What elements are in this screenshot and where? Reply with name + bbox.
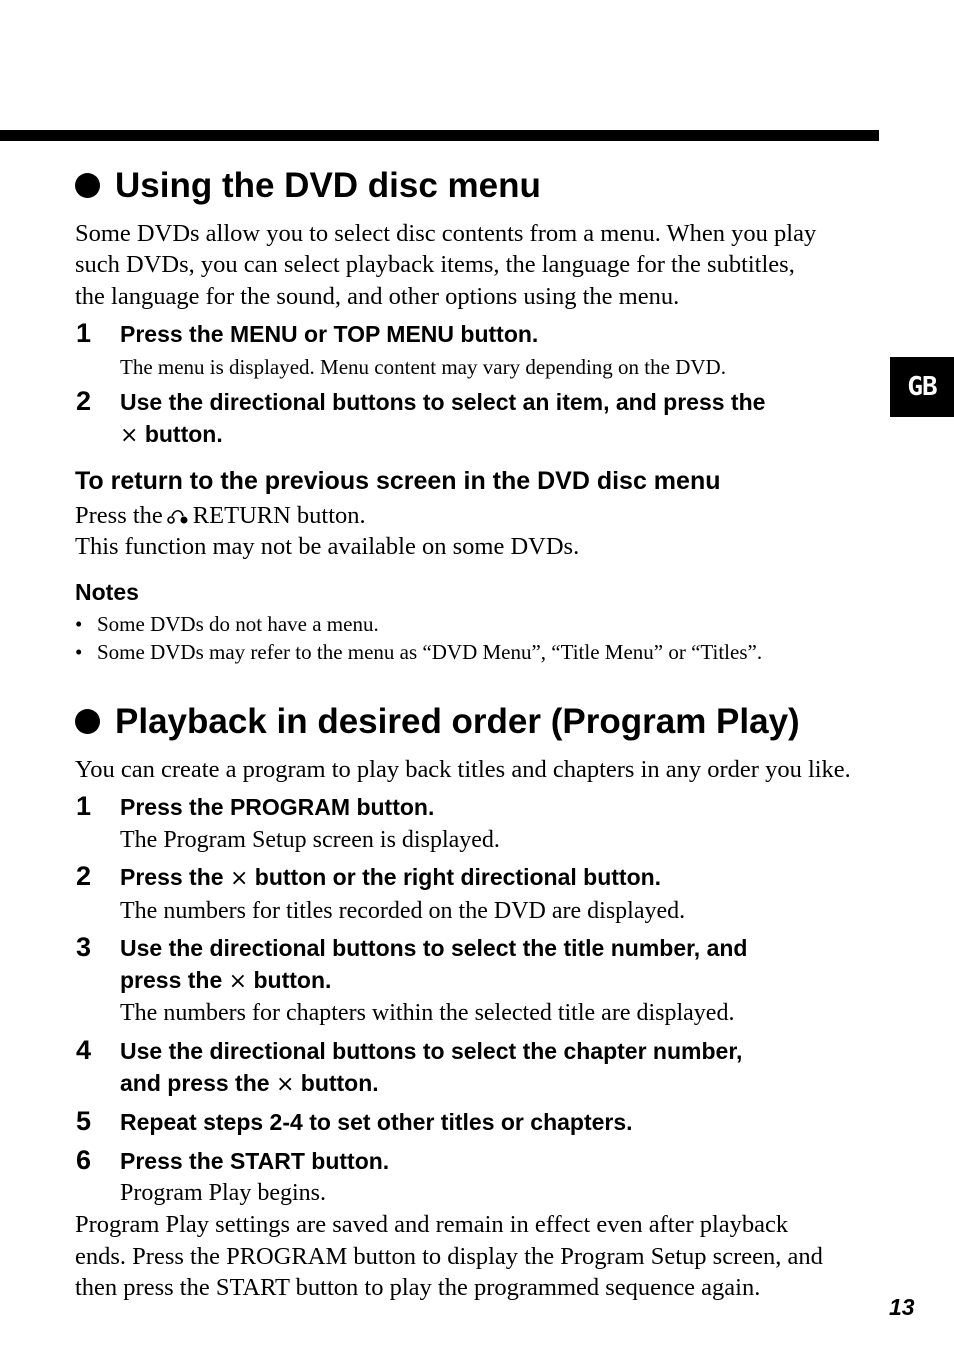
return-icon <box>167 508 189 526</box>
note-item: • Some DVDs may refer to the menu as “DVD Menu”, “Title Menu” or “Titles”. <box>75 640 763 664</box>
return-prefix: Press the <box>75 502 163 529</box>
return-instruction <box>75 500 366 532</box>
step-number: 2 <box>76 861 92 891</box>
section-title: Playback in desired order (Program Play) <box>115 702 800 741</box>
subheading-return: To return to the previous screen in the DVD disc menu <box>75 467 721 495</box>
step-title-text: and press the <box>120 1070 270 1096</box>
step-description: The Program Setup screen is displayed. <box>120 827 500 853</box>
step-number: 1 <box>76 791 92 821</box>
step-description: The menu is displayed. Menu content may vary depending on the DVD. <box>120 355 726 379</box>
note-text: Some DVDs may refer to the menu as “DVD Menu”, “Title Menu” or “Titles”. <box>97 640 763 664</box>
section-title: Using the DVD disc menu <box>115 166 541 205</box>
step-title: Use the directional buttons to select an item, and press the <box>120 389 766 415</box>
step-title-text: button. <box>144 421 223 447</box>
intro-line: You can create a program to play back titles and chapters in any order you like. <box>75 756 851 783</box>
step-number: 6 <box>76 1145 92 1175</box>
notes-heading: Notes <box>75 579 139 605</box>
intro-line: Some DVDs allow you to select disc contents from a menu. When you play <box>75 220 817 247</box>
return-suffix: RETURN button. <box>192 502 366 529</box>
step-title-text: press the <box>120 967 223 993</box>
step-title-line2 <box>120 419 223 452</box>
bullet-icon <box>75 709 100 734</box>
cross-icon: × <box>229 866 249 891</box>
step-description: The numbers for chapters within the selected title are displayed. <box>120 1000 735 1026</box>
step-description: The numbers for titles recorded on the DVD are displayed. <box>120 898 686 924</box>
closing-line: then press the START button to play the programmed sequence again. <box>75 1274 761 1301</box>
return-note: This function may not be available on some DVDs. <box>75 533 580 560</box>
step-title: Use the directional buttons to select the title number, and <box>120 935 748 961</box>
step-number: 4 <box>76 1035 92 1065</box>
section-heading-program-play <box>75 702 800 742</box>
step-number: 5 <box>76 1106 92 1136</box>
language-tab: GB <box>890 357 954 417</box>
step-title-text: button. <box>300 1070 379 1096</box>
page-number: 13 <box>889 1294 915 1320</box>
note-text: Some DVDs do not have a menu. <box>97 612 379 636</box>
cross-icon: × <box>120 423 139 448</box>
step-number: 1 <box>76 318 92 348</box>
step-title-line2 <box>120 965 331 998</box>
bullet-icon <box>75 173 100 198</box>
step-title-text: button. <box>253 967 332 993</box>
closing-line: ends. Press the PROGRAM button to display the Program Setup screen, and <box>75 1243 823 1270</box>
step-title-line2 <box>120 1068 379 1101</box>
step-number: 3 <box>76 932 92 962</box>
intro-line: such DVDs, you can select playback items, the language for the subtitles, <box>75 251 795 278</box>
step-description: Program Play begins. <box>120 1180 326 1206</box>
step-number: 2 <box>76 386 92 416</box>
step-title: Repeat steps 2-4 to set other titles or chapters. <box>120 1109 633 1135</box>
note-item: • Some DVDs do not have a menu. <box>75 612 379 636</box>
closing-line: Program Play settings are saved and remain in effect even after playback <box>75 1211 789 1238</box>
cross-icon: × <box>275 1072 295 1097</box>
intro-line: the language for the sound, and other options using the menu. <box>75 283 680 310</box>
top-rule <box>0 130 879 141</box>
step-title-text: button or the right directional button. <box>254 864 662 890</box>
step-title: Press the MENU or TOP MENU button. <box>120 321 539 347</box>
step-title-text: Press the <box>120 864 224 890</box>
step-title: Press the START button. <box>120 1148 390 1174</box>
step-title: Press the PROGRAM button. <box>120 794 435 820</box>
cross-icon: × <box>228 969 248 994</box>
section-heading-dvd-menu <box>75 166 541 206</box>
step-title: Use the directional buttons to select the chapter number, <box>120 1038 743 1064</box>
step-title <box>120 862 661 895</box>
